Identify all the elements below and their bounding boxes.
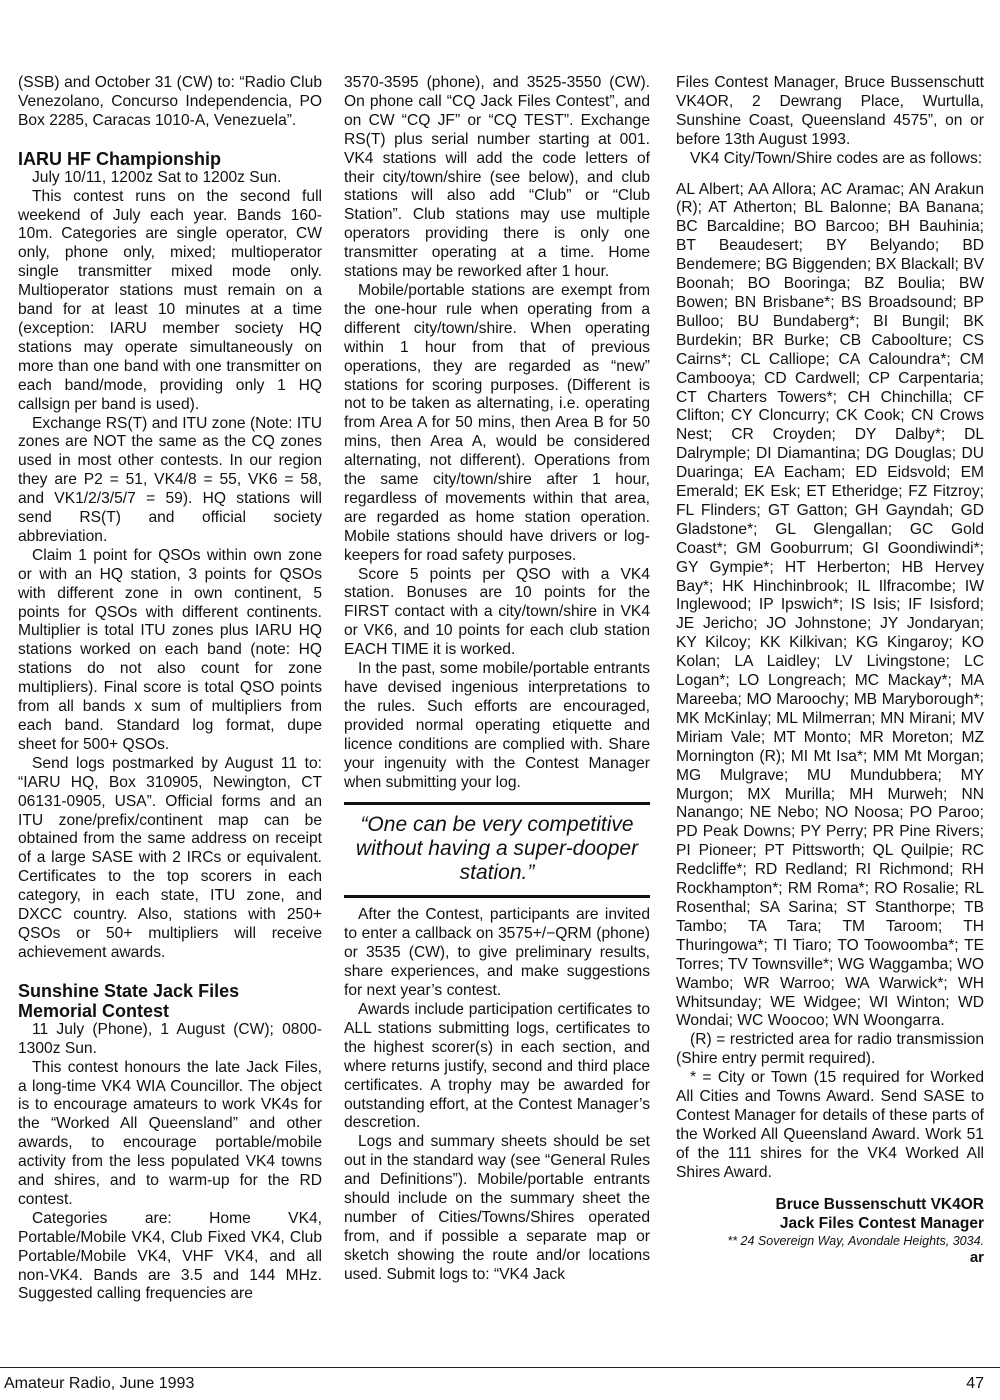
section-heading-iaru: IARU HF Championship — [18, 148, 221, 169]
paragraph: Claim 1 point for QSOs within own zone or with an HQ station, 3 points for QSOs with different zone in own continent, 5 points for QSOs with different continents. Multiplier is total ITU zones plus IARU HQ stations worked on each band (note: HQ stations do not also count for zone multipliers). Final score is total QSO points from all bands x sum of multipliers from each band. Standard log format, dupe sheet for 500+ QSOs. — [18, 546, 322, 753]
end-mark: ar — [969, 1248, 984, 1266]
paragraph: (SSB) and October 31 (CW) to: “Radio Club Venezolano, Concurso Independencia, PO Box 2285, Caracas 1010-A, Venezuela”. — [18, 74, 322, 129]
paragraph: July 10/11, 1200z Sat to 1200z Sun. — [32, 168, 282, 186]
paragraph: Logs and summary sheets should be set out in the standard way (see “General Rules and Definitions”). Mobile/portable entrants should include on the summary sheet the number of Cities/Towns/Shires operated from, and if possible a separate map or sketch showing the route and/or locations used. Submit logs to: “VK4 Jack — [344, 1133, 650, 1283]
paragraph: Exchange RS(T) and ITU zone (Note: ITU zones are NOT the same as the CQ zones used in most other contests. In our region they are P2 = 51, VK4/8 = 55, VK6 = 58, and VK1/2/3/5/7 = 59). HQ stations will send RS(T) and official society abbreviation. — [18, 414, 322, 545]
column-right — [676, 74, 984, 1267]
paragraph: 3570-3595 (phone), and 3525-3550 (CW). On phone call “CQ Jack Files Contest”, and on CW “CQ JF” or “CQ TEST”. Exchange RS(T) plus serial number starting at 001. VK4 stations will add the code letters of their city/town/shire (see below), and club stations will also add “Club” or “Club Station”. Club stations may use multiple operators providing there is only one transmitter operating at a time. Home stations may be reworked after 1 hour. — [344, 74, 650, 281]
paragraph: In the past, some mobile/portable entrants have devised ingenious interpretations to the rules. Such efforts are encouraged, provided normal operating etiquette and licence conditions are complied with. Share your ingenuity with the Contest Manager when submitting your log. — [344, 660, 650, 791]
paragraph: Send logs postmarked by August 11 to: “IARU HQ, Box 310905, Newington, CT 06131-0905, USA”. Official forms and an ITU zone/prefix/continent map can be obtained from the same address on receipt of a large SASE with 2 IRCs or equivalent. Certificates to the top scorers in each category, in each state, ITU zone, and DXCC country. Also, stations with 250+ QSOs or 50+ multipliers will receive achievement awards. — [18, 754, 322, 961]
paragraph: VK4 City/Town/Shire codes are as follows: — [690, 149, 983, 167]
signature-address: ** 24 Sovereign Way, Avondale Heights, 3034. — [727, 1233, 984, 1248]
paragraph: This contest runs on the second full weekend of July each year. Bands 160-10m. Categories are single operator, CW only, phone only, mixed; multioperator single transmitter mixed mode only. Multioperator stations must remain on a band for at least 10 minutes at a time (exception: IARU member society HQ stations may operate simultaneously on more than one band with one transmitter on each band/mode, providing only 1 HQ callsign per band is used). — [18, 187, 322, 413]
signature-title: Jack Files Contest Manager — [779, 1214, 984, 1232]
footer-publication: Amateur Radio, June 1993 — [4, 1375, 195, 1392]
paragraph: 11 July (Phone), 1 August (CW); 0800-1300z Sun. — [18, 1020, 322, 1057]
note-restricted: (R) = restricted area for radio transmission (Shire entry permit required). — [676, 1031, 984, 1068]
heading-line-2: Memorial Contest — [18, 1000, 170, 1021]
paragraph: Score 5 points per QSO with a VK4 station. Bonuses are 10 points for the FIRST contact with a city/town/shire in VK4 or VK6, and 10 points for each club station EACH TIME it is worked. — [344, 565, 650, 659]
signature-name: Bruce Bussenschutt VK4OR — [775, 1195, 984, 1213]
column-left — [18, 74, 322, 1304]
paragraph: Awards include participation certificates to ALL stations submitting logs, certificates to the highest scorer(s) in each section, and where returns justify, second and third place certificates. A trophy may be awarded for outstanding effort, at the Contest Manager’s descretion. — [344, 1000, 650, 1132]
section-heading-jack-files — [18, 981, 322, 1021]
paragraph: After the Contest, participants are invited to enter a callback on 3575+/−QRM (phone) or 3535 (CW), to give preliminary results, share experiences, and make suggestions for next year’s contest. — [344, 906, 650, 1000]
pull-quote: “One can be very competitive without having a super-dooper station.” — [344, 802, 650, 898]
paragraph: Mobile/portable stations are exempt from the one-hour rule when operating from a different city/town/shire. When operating within 1 hour from that of previous operations, they are regarded as “new” stations for scoring purposes. (Different is not to be taken as alternating, i.e. operating from Area A for 50 mins, then Area B for 50 mins, then Area A, would be considered alternating, not different). Operations from the same city/town/shire after 1 hour, regardless of movements within that area, are regarded as home station operation. Mobile stations should have drivers or log-keepers for road safety purposes. — [344, 281, 650, 564]
paragraph: This contest honours the late Jack Files, a long-time VK4 WIA Councillor. The object is to encourage amateurs to work VK4s for the “Worked All Queensland” and other awards, to encourage portable/mobile activity from the less populated VK4 towns and shires, and to warm-up for the RD contest. — [18, 1058, 322, 1208]
heading-line-1: Sunshine State Jack Files — [18, 980, 240, 1001]
shire-code-list: AL Albert; AA Allora; AC Aramac; AN Arakun (R); AT Atherton; BL Balonne; BA Banana; BC Barcaldine; BO Barcoo; BH Bauhinia; BT Beaudesert; BY Belyando; BD Bendemere; BG Biggenden; BX Blackall; BV Boonah; BO Booringa; BZ Boulia; BW Bowen; BN Brisbane*; BS Broadsound; BP Bulloo; BU Bundaberg*; BI Bungil; BK Burdekin; BR Burke; CB Caboolture; CS Cairns*; CL Calliope; CA Caloundra*; CM Cambooya; CD Cardwell; CP Carpentaria; CT Charters Towers*; CH Chinchilla; CF Clifton; CY Cloncurry; CK Cook; CN Crows Nest; CR Croyden; DY Dalby*; DL Dalrymple; DI Diamantina; DG Douglas; DU Duaringa; EA Eacham; ED Eidsvold; EM Emerald; EK Esk; ET Etheridge; FZ Fitzroy; FL Flinders; GT Gatton; GH Gayndah; GD Gladstone*; GL Glengallan; GC Gold Coast*; GM Gooburrum; GI Goondiwindi*; GY Gympie*; HT Herberton; HB Hervey Bay*; HK Hinchinbrook; IL Ilfracombe; IW Inglewood; IP Ipswich*; IS Isis; IF Isisford; JE Jericho; JO Johnstone; JY Jondaryan; KY Kilcoy; KK Kilkivan; KG Kingaroy; KO Kolan; LA Laidley; LV Livingstone; LC Logan*; LO Longreach; MC Mackay*; MA Mareeba; MO Maroochy; MB Maryborough*; MK McKinlay; ML Milmerran; MN Mirani; MV Miriam Vale; MT Monto; MR Moreton; MZ Mornington (R); MI Mt Isa*; MM Mt Morgan; MG Mulgrave; MU Mundubbera; MY Murgon; MX Murilla; MH Murweh; NN Nanango; NE Nebo; NO Noosa; PO Paroo; PD Peak Downs; PY Perry; PR Pine Rivers; PI Pioneer; PT Pittsworth; QL Quilpie; RC Redcliffe*; RD Redland; RI Richmond; RH Rockhampton*; RM Roma*; RO Rosalie; RL Rosenthal; SA Sarina; ST Stanthorpe; TB Tambo; TA Tara; TM Taroom; TH Thuringowa*; TI Tiaro; TO Toowoomba*; TE Torres; TV Townsville*; WG Waggamba; WO Wambo; WR Warroo; WA Warwick*; WH Whitsunday; WE Widgee; WI Winton; WD Wondai; WC Woocoo; WN Woongarra. — [676, 180, 984, 1030]
paragraph: Categories are: Home VK4, Portable/Mobile VK4, Club Fixed VK4, Club Portable/Mobile VK4, VHF VK4, and all non-VK4. Bands are 3.5 and 144 MHz. Suggested calling frequencies are — [18, 1209, 322, 1303]
page-number: 47 — [966, 1375, 984, 1392]
note-city-town: * = City or Town (15 required for Worked All Cities and Towns Award. Send SASE to Contest Manager for details of these parts of the Worked All Queensland Award. Work 51 of the 111 shires for the VK4 Worked All Shires Award. — [676, 1069, 984, 1181]
column-middle — [344, 74, 650, 1285]
paragraph: Files Contest Manager, Bruce Bussenschutt VK4OR, 2 Dewrang Place, Wurtulla, Sunshine Coast, Queensland 4575”, on or before 13th August 1993. — [676, 74, 984, 148]
footer-divider — [0, 1367, 1000, 1368]
